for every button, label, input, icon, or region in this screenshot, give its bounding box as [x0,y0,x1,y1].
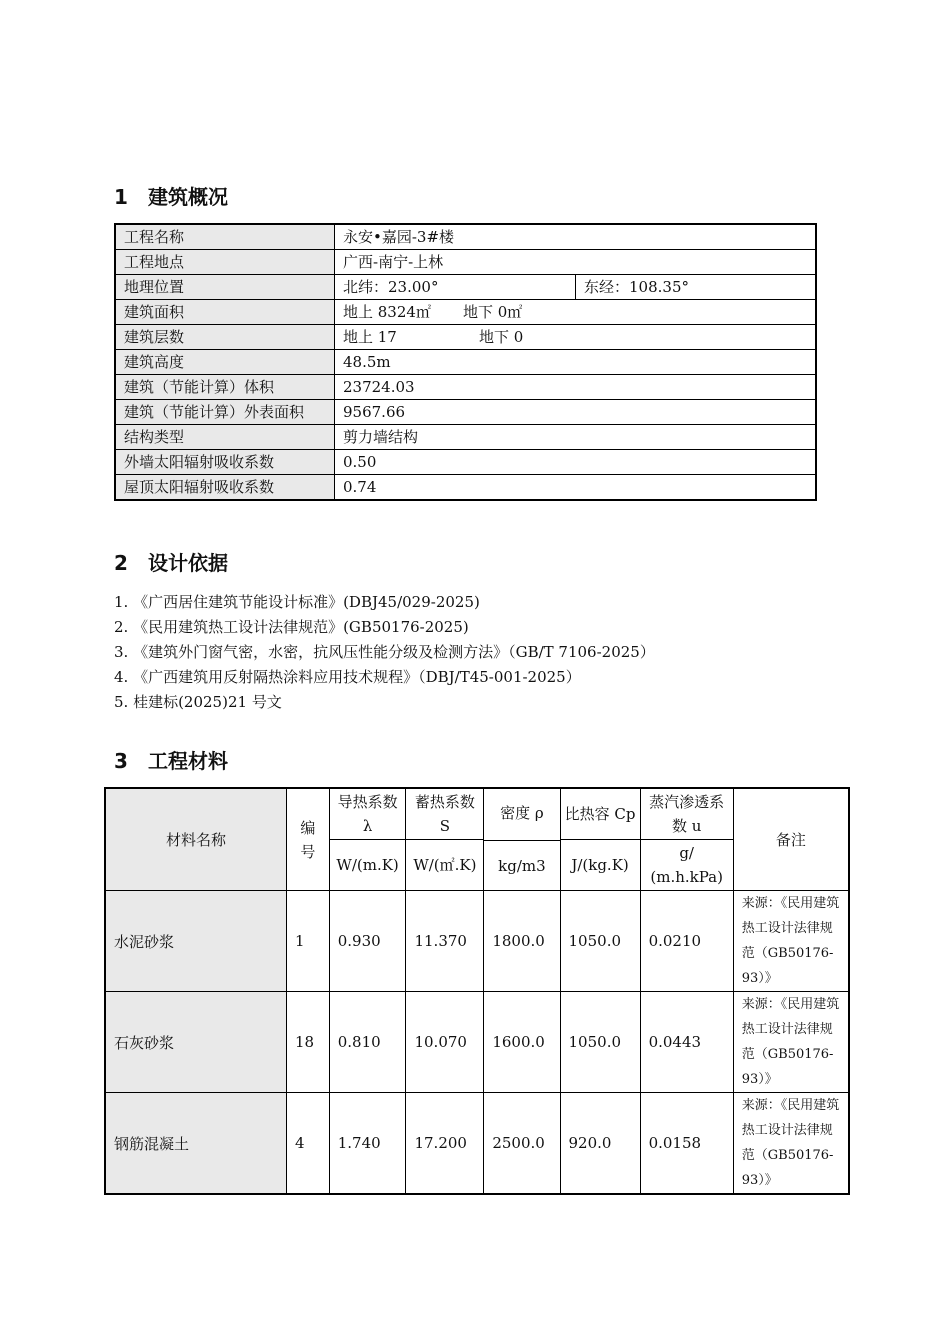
header-u: 蒸汽渗透系数 u [640,788,733,840]
row-label: 工程名称 [115,224,335,250]
material-rho: 1800.0 [484,891,560,992]
table-row [115,400,816,425]
table-row [115,425,816,450]
row-value [335,300,817,325]
list-item: 4. 《广西建筑用反射隔热涂料应用技术规程》（DBJ/T45-001-2025） [114,668,581,686]
floors-below: 地下 0 [479,328,524,346]
design-references-list [114,590,655,715]
row-label: 建筑层数 [115,325,335,350]
material-note: 来源：《民用建筑热工设计法律规范（GB50176-93）》 [733,992,849,1093]
material-name: 水泥砂浆 [105,891,286,992]
header-lambda: 导热系数 λ [329,788,406,840]
section-title: 设计依据 [148,551,228,575]
list-item: 5. 桂建标(2025)21 号文 [114,693,282,711]
table-row [115,250,816,275]
row-value: 23724.03 [335,375,817,400]
material-s: 11.370 [406,891,484,992]
section-heading-materials [114,745,228,774]
row-label: 建筑（节能计算）体积 [115,375,335,400]
row-value: 0.50 [335,450,817,475]
material-note: 来源：《民用建筑热工设计法律规范（GB50176-93）》 [733,1093,849,1195]
materials-table [104,787,850,1195]
row-value: 9567.66 [335,400,817,425]
material-note: 来源：《民用建筑热工设计法律规范（GB50176-93）》 [733,891,849,992]
building-overview-table [114,223,817,501]
material-lambda: 1.740 [329,1093,406,1195]
row-value: 剪力墙结构 [335,425,817,450]
row-label: 建筑面积 [115,300,335,325]
table-row [105,1093,849,1195]
table-row [115,450,816,475]
header-cp: 比热容 Cp [560,788,640,840]
header-id: 编号 [286,788,329,891]
material-id: 18 [286,992,329,1093]
material-rho: 2500.0 [484,1093,560,1195]
table-row [105,992,849,1093]
row-value: 广西-南宁-上林 [335,250,817,275]
row-label: 建筑高度 [115,350,335,375]
table-row [115,300,816,325]
section-number: 1 [114,185,128,209]
material-u: 0.0443 [640,992,733,1093]
table-row [115,224,816,250]
row-value [335,325,817,350]
list-item: 2. 《民用建筑热工设计法律规范》(GB50176-2025) [114,618,469,636]
unit-lambda: W/(m.K) [329,840,406,891]
table-row [115,275,816,300]
material-name: 钢筋混凝土 [105,1093,286,1195]
header-name: 材料名称 [105,788,286,891]
material-s: 17.200 [406,1093,484,1195]
material-u: 0.0158 [640,1093,733,1195]
header-note: 备注 [733,788,849,891]
section-heading-design-basis [114,547,228,576]
table-row [105,891,849,992]
row-value: 永安•嘉园-3#楼 [335,224,817,250]
header-rho-label: 密度 ρ [500,804,544,822]
material-lambda: 0.930 [329,891,406,992]
row-value: 0.74 [335,475,817,501]
table-row [115,325,816,350]
row-label: 屋顶太阳辐射吸收系数 [115,475,335,501]
unit-s: W/(㎡.K) [406,840,484,891]
header-s: 蓄热系数 S [406,788,484,840]
unit-cp: J/(kg.K) [560,840,640,891]
table-row [115,350,816,375]
material-id: 4 [286,1093,329,1195]
longitude-value: 东经：108.35° [576,275,817,300]
header-row [105,788,849,840]
row-label: 建筑（节能计算）外表面积 [115,400,335,425]
material-id: 1 [286,891,329,992]
material-cp: 920.0 [560,1093,640,1195]
row-label: 结构类型 [115,425,335,450]
floors-above: 地上 17 [343,328,397,346]
row-label: 工程地点 [115,250,335,275]
table-row [115,375,816,400]
material-s: 10.070 [406,992,484,1093]
material-cp: 1050.0 [560,891,640,992]
area-below: 地下 0㎡ [463,303,523,321]
material-name: 石灰砂浆 [105,992,286,1093]
section-heading-overview [114,181,228,210]
section-number: 3 [114,749,128,773]
latitude-value: 北纬：23.00° [335,275,576,300]
section-number: 2 [114,551,128,575]
material-u: 0.0210 [640,891,733,992]
material-rho: 1600.0 [484,992,560,1093]
row-value: 48.5m [335,350,817,375]
area-above: 地上 8324㎡ [343,303,431,321]
row-label: 外墙太阳辐射吸收系数 [115,450,335,475]
section-title: 工程材料 [148,749,228,773]
unit-u: g/ (m.h.kPa) [640,840,733,891]
row-label: 地理位置 [115,275,335,300]
table-row [115,475,816,501]
header-rho [484,788,560,891]
material-lambda: 0.810 [329,992,406,1093]
list-item: 3. 《建筑外门窗气密，水密，抗风压性能分级及检测方法》（GB/T 7106-2025） [114,643,655,661]
header-rho-unit: kg/m3 [484,840,559,878]
list-item: 1. 《广西居住建筑节能设计标准》(DBJ45/029-2025) [114,593,480,611]
material-cp: 1050.0 [560,992,640,1093]
section-title: 建筑概况 [148,185,228,209]
